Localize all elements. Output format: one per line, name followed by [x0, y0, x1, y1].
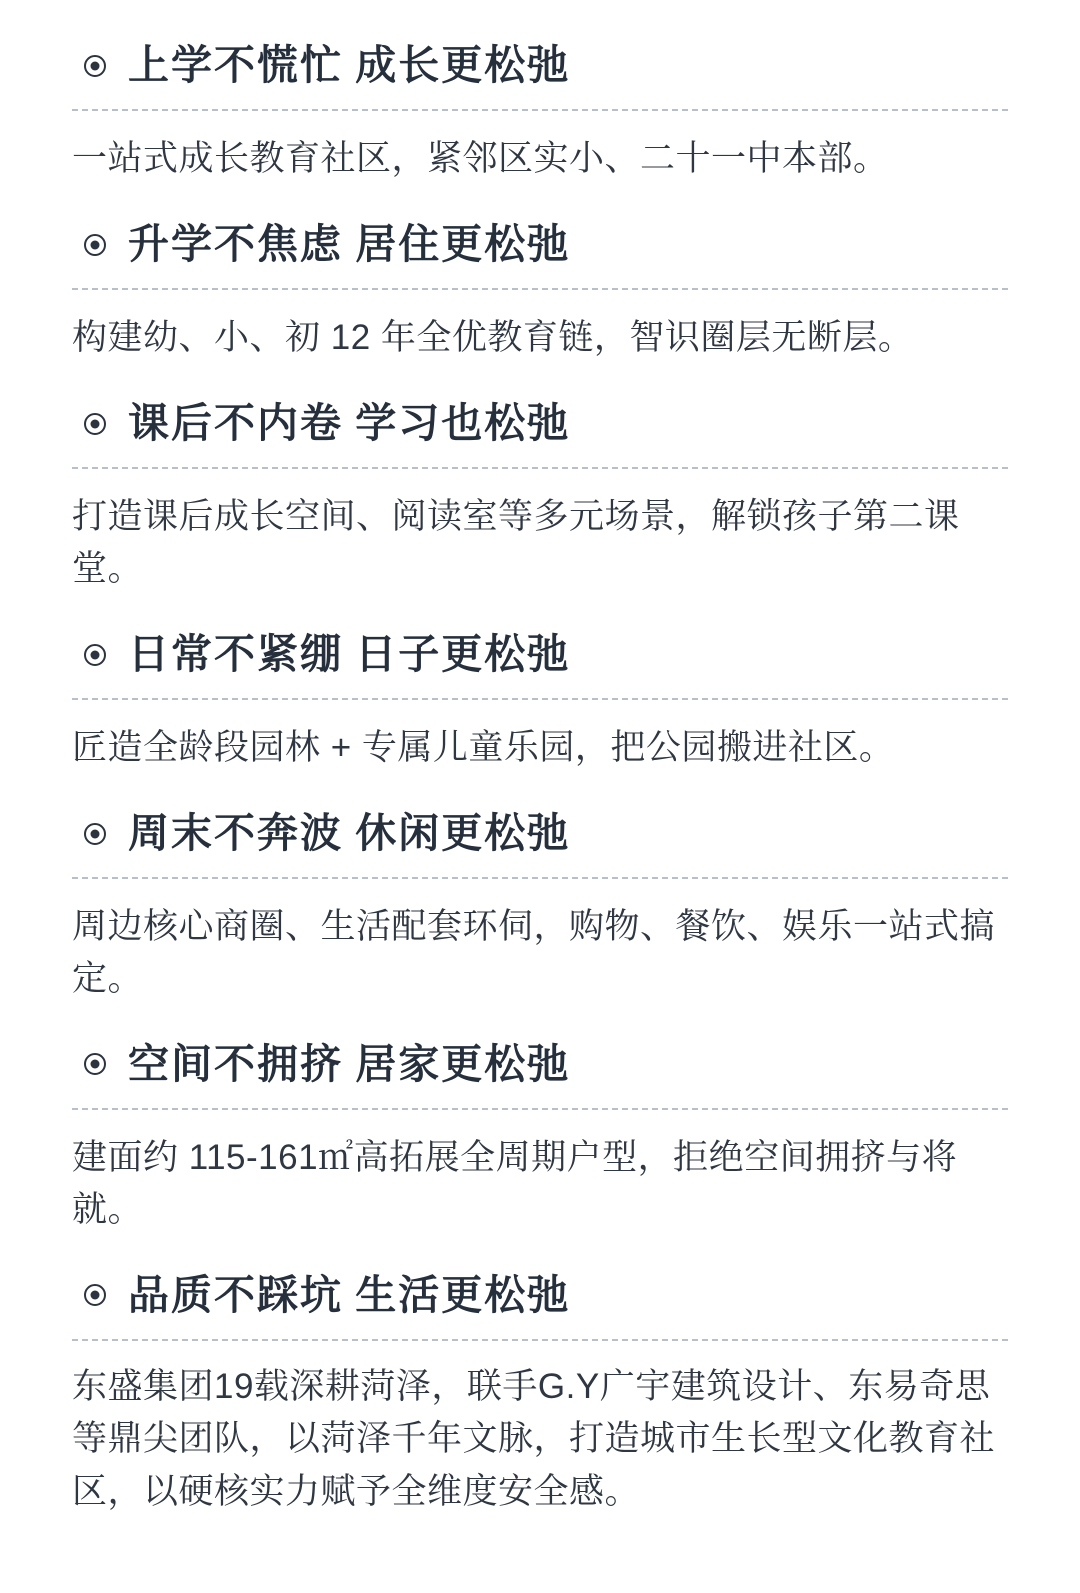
- feature-headline-text: 空间不拥挤 居家更松弛: [128, 1040, 571, 1087]
- feature-body-text: 匠造全龄段园林 + 专属儿童乐园，把公园搬进社区。: [72, 728, 895, 768]
- feature-headline: [72, 398, 1008, 449]
- feature-section-4: [72, 629, 1008, 774]
- feature-headline-text: 周末不奔波 休闲更松弛: [128, 809, 571, 856]
- radio-dot-icon: [84, 823, 106, 845]
- section-divider: [72, 109, 1008, 111]
- feature-headline-text: 升学不焦虑 居住更松弛: [128, 221, 571, 268]
- feature-body-text: 周边核心商圈、生活配套环伺，购物、餐饮、娱乐一站式搞定。: [72, 907, 996, 999]
- section-divider: [72, 1108, 1008, 1110]
- feature-headline: [72, 1270, 1008, 1321]
- feature-headline-text: 课后不内卷 学习也松弛: [128, 400, 571, 447]
- radio-dot-icon: [84, 55, 106, 77]
- feature-headline-text: 品质不踩坑 生活更松弛: [128, 1271, 571, 1318]
- feature-body-text: 构建幼、小、初 12 年全优教育链，智识圈层无断层。: [72, 318, 914, 358]
- feature-section-6: [72, 1039, 1008, 1236]
- feature-section-7: [72, 1270, 1008, 1519]
- feature-headline: [72, 1039, 1008, 1090]
- section-divider: [72, 877, 1008, 879]
- radio-dot-icon: [84, 413, 106, 435]
- radio-dot-icon: [84, 1284, 106, 1306]
- feature-section-5: [72, 808, 1008, 1005]
- section-divider: [72, 698, 1008, 700]
- feature-headline-text: 日常不紧绷 日子更松弛: [128, 630, 571, 677]
- radio-dot-icon: [84, 1053, 106, 1075]
- feature-body-text: 打造课后成长空间、阅读室等多元场景，解锁孩子第二课堂。: [72, 497, 960, 589]
- feature-section-3: [72, 398, 1008, 595]
- radio-dot-icon: [84, 234, 106, 256]
- feature-section-2: [72, 219, 1008, 364]
- radio-dot-icon: [84, 644, 106, 666]
- section-divider: [72, 1339, 1008, 1341]
- feature-section-1: [72, 40, 1008, 185]
- feature-body-text: 东盛集团19载深耕菏泽，联手G.Y广宇建筑设计、东易奇思等鼎尖团队，以菏泽千年文脉，打造城市生长型文化教育社区，以硬核实力赋予全维度安全感。: [72, 1366, 996, 1511]
- section-divider: [72, 467, 1008, 469]
- feature-headline: [72, 40, 1008, 91]
- feature-body-text: 建面约 115-161㎡高拓展全周期户型，拒绝空间拥挤与将就。: [72, 1138, 958, 1229]
- feature-headline: [72, 808, 1008, 859]
- feature-headline: [72, 219, 1008, 270]
- feature-body-text: 一站式成长教育社区，紧邻区实小、二十一中本部。: [72, 139, 889, 179]
- feature-headline-text: 上学不慌忙 成长更松弛: [128, 42, 571, 88]
- section-divider: [72, 288, 1008, 290]
- feature-headline: [72, 629, 1008, 680]
